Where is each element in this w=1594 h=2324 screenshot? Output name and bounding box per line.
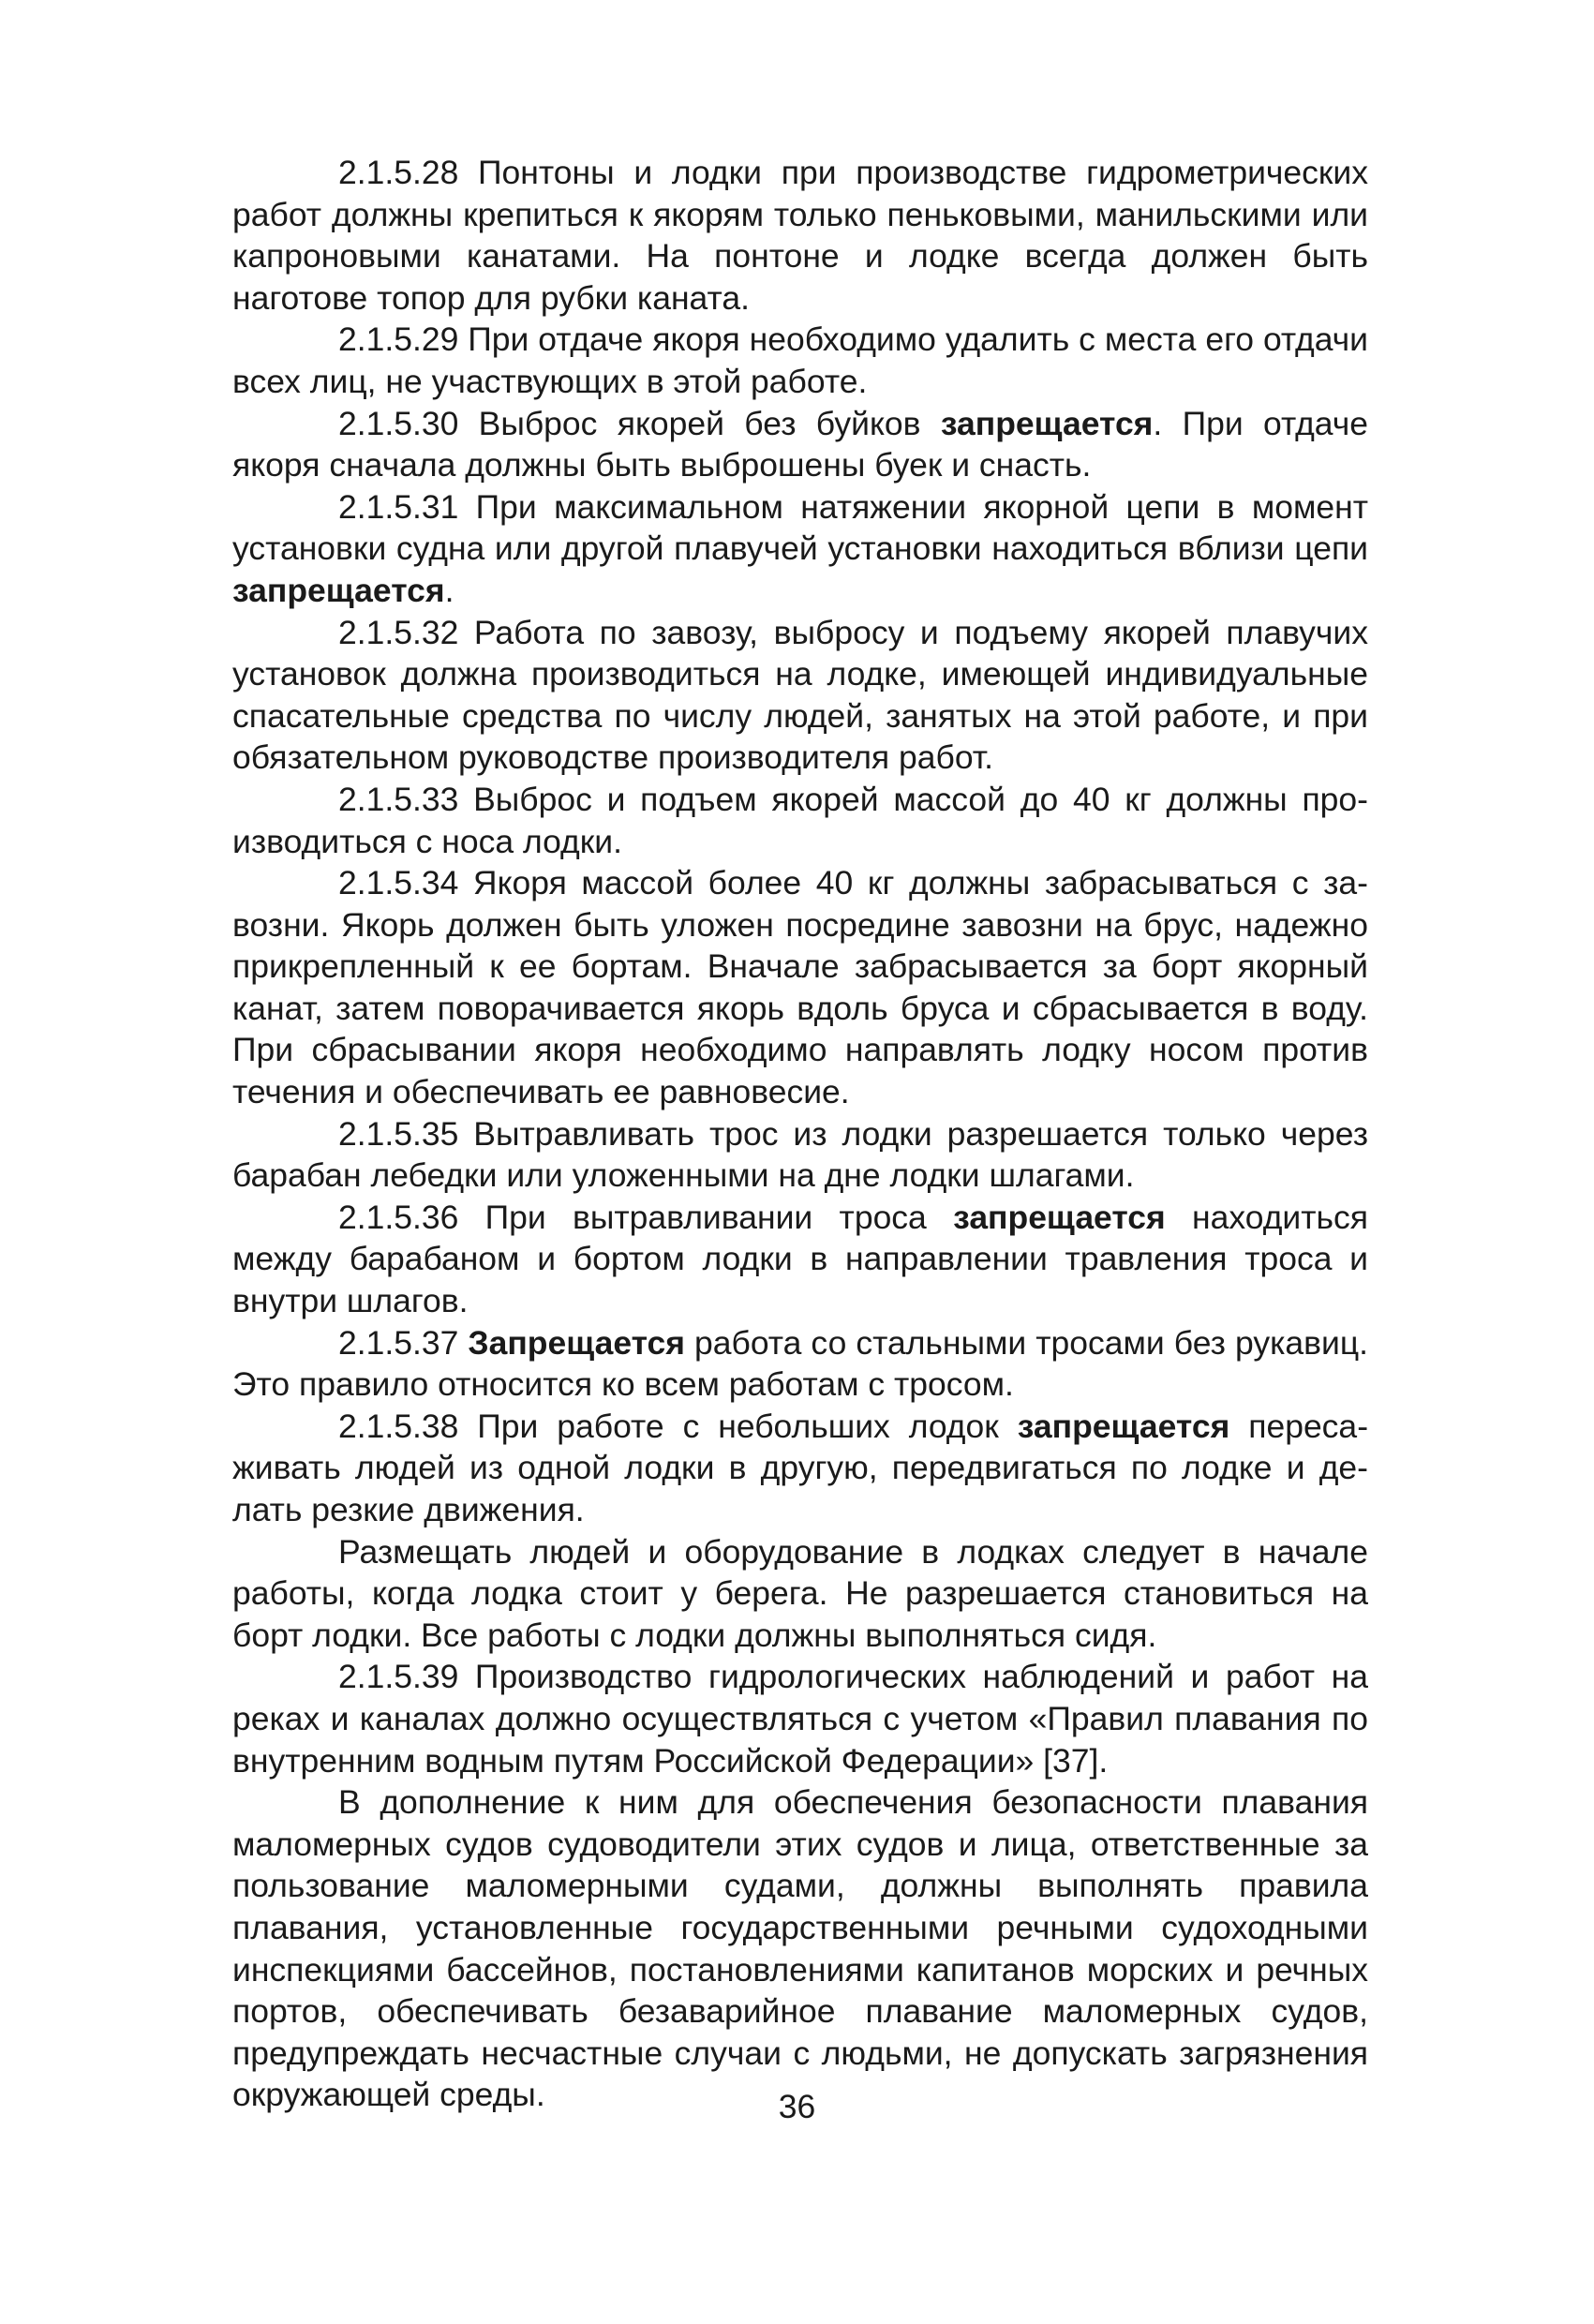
- text-segment: 2.1.5.37: [338, 1323, 469, 1362]
- text-segment: 2.1.5.31 При максимальном натяжении якорной цепи в момент установки судна или другой плавучей установки находиться вблизи цепи: [232, 487, 1368, 568]
- text-segment: 2.1.5.39 Производство гидрологических наблюдений и работ на реках и каналах должно осуществляться с учетом «Правил плавания по внутренним водным путям Российской Федерации» [37].: [232, 1658, 1368, 1780]
- bold-term: Запрещается: [468, 1323, 685, 1362]
- text-segment: 2.1.5.28 Понтоны и лодки при производстве гидрометрических работ должны крепиться к якорям только пеньковыми, манильскими или капроновыми канатами. На понтоне и лодке всегда должен быть наготове топор для рубки каната.: [232, 154, 1368, 317]
- text-segment: 2.1.5.36 При вытравливании троса: [338, 1198, 954, 1236]
- text-segment: .: [444, 571, 454, 609]
- text-segment: 2.1.5.30 Выброс якорей без буйков: [338, 404, 941, 442]
- text-segment: . При отдаче якоря сначала должны быть выброшены буек и снасть.: [232, 404, 1368, 484]
- page-number: 36: [778, 2088, 816, 2125]
- paragraph: [232, 486, 1368, 612]
- bold-term: запрещается: [232, 571, 445, 609]
- text-segment: 2.1.5.34 Якоря массой более 40 кг должны забрасываться с завозни. Якорь должен быть уложен посредине завозни на брус, надежно прикрепленный к ее бортам. Вначале забрасывается за борт якорный канат, затем поворачивается якорь вдоль бруса и сбрасывается в воду. При сбрасывании якоря необходимо направлять лодку носом против течения и обеспечивать ее равновесие.: [232, 864, 1368, 1111]
- document-body: [232, 152, 1368, 2116]
- text-segment: 2.1.5.29 При отдаче якоря необходимо удалить с места его отдачи всех лиц, не участвующих в этой работе.: [232, 320, 1368, 400]
- paragraph: [232, 1322, 1368, 1406]
- text-segment: 2.1.5.32 Работа по завозу, выбросу и подъему якорей плавучих установок должна производиться на лодке, имеющей индивидуальные спасательные средства по числу людей, занятых на этой работе, и при обязательном руководстве производителя работ.: [232, 613, 1368, 777]
- text-segment: 2.1.5.33 Выброс и подъем якорей массой до 40 кг должны производиться с носа лодки.: [232, 780, 1368, 860]
- bold-term: запрещается: [1017, 1407, 1230, 1445]
- text-segment: работа со стальными тросами без рукавиц. Это правило относится ко всем работам с тросом.: [232, 1323, 1369, 1404]
- paragraph: [232, 1781, 1368, 2116]
- paragraph: [232, 1113, 1368, 1197]
- text-segment: пересаживать людей из одной лодки в другую, передвигаться по лодке и делать резкие движения.: [232, 1407, 1369, 1528]
- paragraph: [232, 1197, 1368, 1322]
- paragraph: [232, 152, 1368, 319]
- paragraph: [232, 779, 1368, 862]
- text-segment: 2.1.5.35 Вытравливать трос из лодки разрешается только через барабан лебедки или уложенными на дне лодки шлагами.: [232, 1114, 1368, 1195]
- paragraph: [232, 862, 1368, 1113]
- text-segment: 2.1.5.38 При работе с небольших лодок: [338, 1407, 1018, 1445]
- paragraph: [232, 403, 1368, 486]
- text-segment: Размещать людей и оборудование в лодках следует в начале работы, когда лодка стоит у берега. Не разрешается становиться на борт лодки. Все работы с лодки должны выполняться сидя.: [232, 1532, 1368, 1654]
- paragraph: [232, 1656, 1368, 1781]
- bold-term: запрещается: [940, 404, 1154, 442]
- text-segment: находиться между барабаном и бортом лодки в направлении травления троса и внутри шлагов.: [232, 1198, 1368, 1320]
- paragraph: [232, 1531, 1368, 1657]
- bold-term: запрещается: [953, 1198, 1166, 1236]
- paragraph: [232, 319, 1368, 402]
- paragraph: [232, 1406, 1368, 1531]
- text-segment: В дополнение к ним для обеспечения безопасности плавания маломерных судов судоводители этих судов и лица, ответственные за пользование маломерными судами, должны выполнять правила плавания, установленные государственными речными судоходными инспекциями бассейнов, постановлениями капитанов морских и речных портов, обеспечивать безаварийное плавание маломерных судов, предупреждать несчастные случаи с людьми, не допускать загрязнения окружающей среды.: [232, 1783, 1368, 2114]
- paragraph: [232, 612, 1368, 779]
